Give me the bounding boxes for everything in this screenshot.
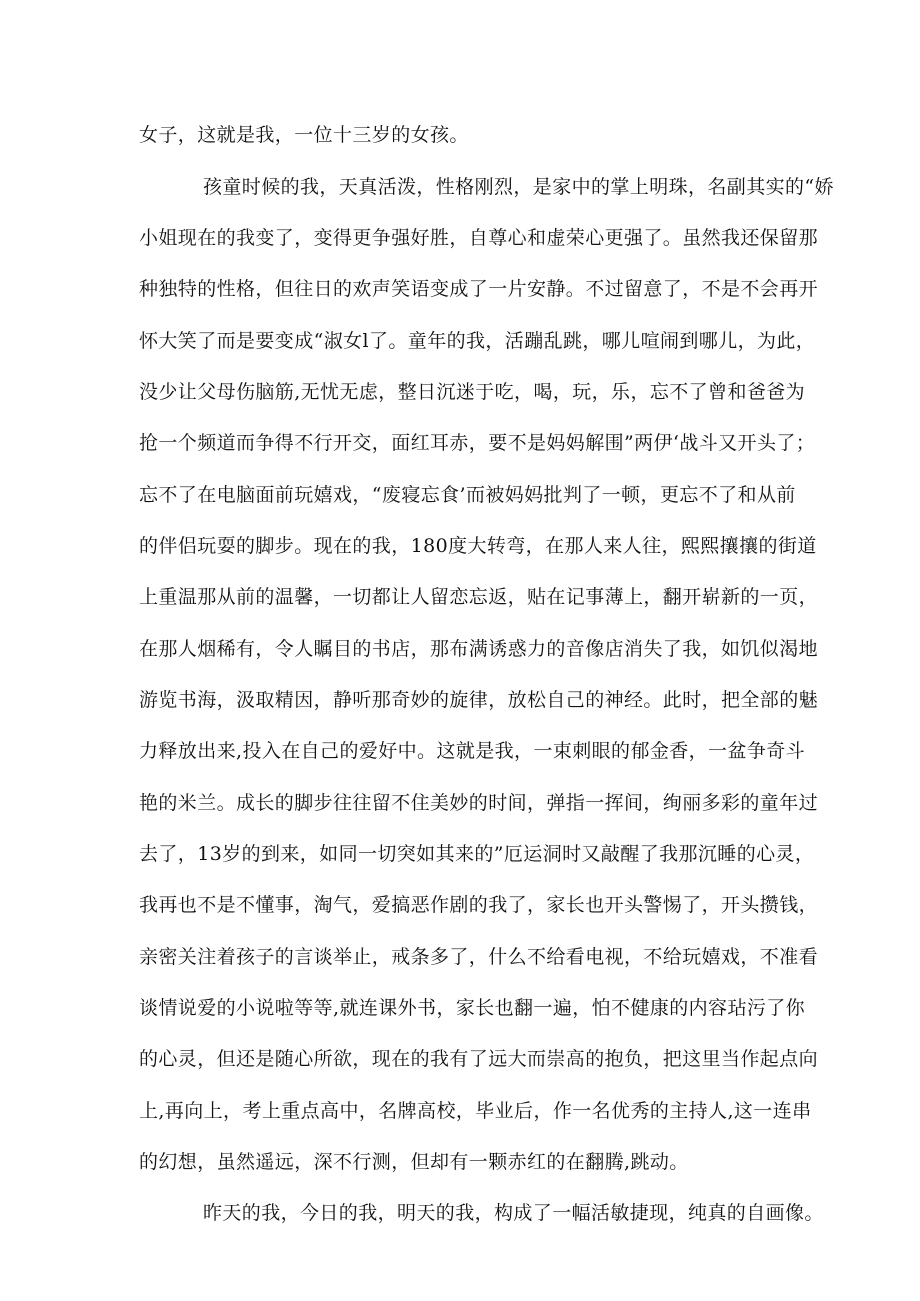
text-line: 的幻想，虽然遥远，深不行测，但却有一颗赤红的在翻腾,跳动。	[139, 1151, 689, 1173]
text-line: 忘不了在电脑面前玩嬉戏，“废寝忘食’而被妈妈批判了一顿，更忘不了和从前	[139, 484, 796, 506]
text-line: 小姐现在的我变了，变得更争强好胜，自尊心和虚荣心更强了。虽然我还保留那	[139, 227, 819, 249]
text-line: 上,再向上，考上重点高中，名牌高校，毕业后，作一名优秀的主持人,这一连串	[139, 1100, 812, 1122]
text-line: 昨天的我，今日的我，明天的我，构成了一幅活敏捷现，纯真的自画像。	[203, 1202, 824, 1224]
text-line: 在那人烟稀有，令人瞩目的书店，那布满诱惑力的音像店消失了我，如饥似渴地	[139, 638, 819, 660]
text-line: 怀大笑了而是要变成“淑女l了。童年的我，活蹦乱跳，哪儿喧闹到哪儿，为此，	[139, 330, 816, 352]
text-line: 艳的米兰。成长的脚步往往留不住美妙的时间，弹指一挥间，绚丽多彩的童年过	[139, 792, 819, 814]
text-line: 去了，13岁的到来，如同一切突如其来的”厄运洞时又敲醒了我那沉睡的心灵，	[139, 843, 815, 865]
text-line: 游览书海，汲取精因，静听那奇妙的旋律，放松自己的神经。此时，把全部的魅	[139, 689, 819, 711]
text-line: 的伴侣玩耍的脚步。现在的我，180度大转弯，在那人来人往，熙熙攘攘的街道	[139, 535, 817, 557]
text-line: 我再也不是不懂事，淘气，爱搞恶作剧的我了，家长也开头警惕了，开头攒钱，	[139, 894, 819, 916]
text-line: 谈情说爱的小说啦等等,就连课外书，家长也翻一遍，怕不健康的内容玷污了你	[139, 997, 806, 1019]
text-line: 亲密关注着孩子的言谈举止，戒条多了，什么不给看电视，不给玩嬉戏，不准看	[139, 946, 819, 968]
text-line: 的心灵，但还是随心所欲，现在的我有了远大而崇高的抱负，把这里当作起点向	[139, 1048, 819, 1070]
text-line: 抢一个频道而争得不行开交，面红耳赤，要不是妈妈解围”两伊‘战斗又开头了；	[139, 432, 816, 454]
text-line: 种独特的性格，但往日的欢声笑语变成了一片安静。不过留意了，不是不会再开	[139, 278, 819, 300]
text-line: 力释放出来,投入在自己的爱好中。这就是我，一束刺眼的郁金香，一盆争奇斗	[139, 740, 806, 762]
text-line: 上重温那从前的温馨，一切都让人留恋忘返，贴在记事薄上，翻开崭新的一页，	[139, 586, 819, 608]
text-line: 没少让父母伤脑筋,无忧无虑，整日沉迷于吃，喝，玩，乐，忘不了曾和爸爸为	[139, 381, 806, 403]
text-line: 女子，这就是我，一位十三岁的女孩。	[139, 124, 469, 146]
text-line: 孩童时候的我，天真活泼，性格刚烈，是家中的掌上明珠，名副其实的“娇	[203, 176, 834, 198]
